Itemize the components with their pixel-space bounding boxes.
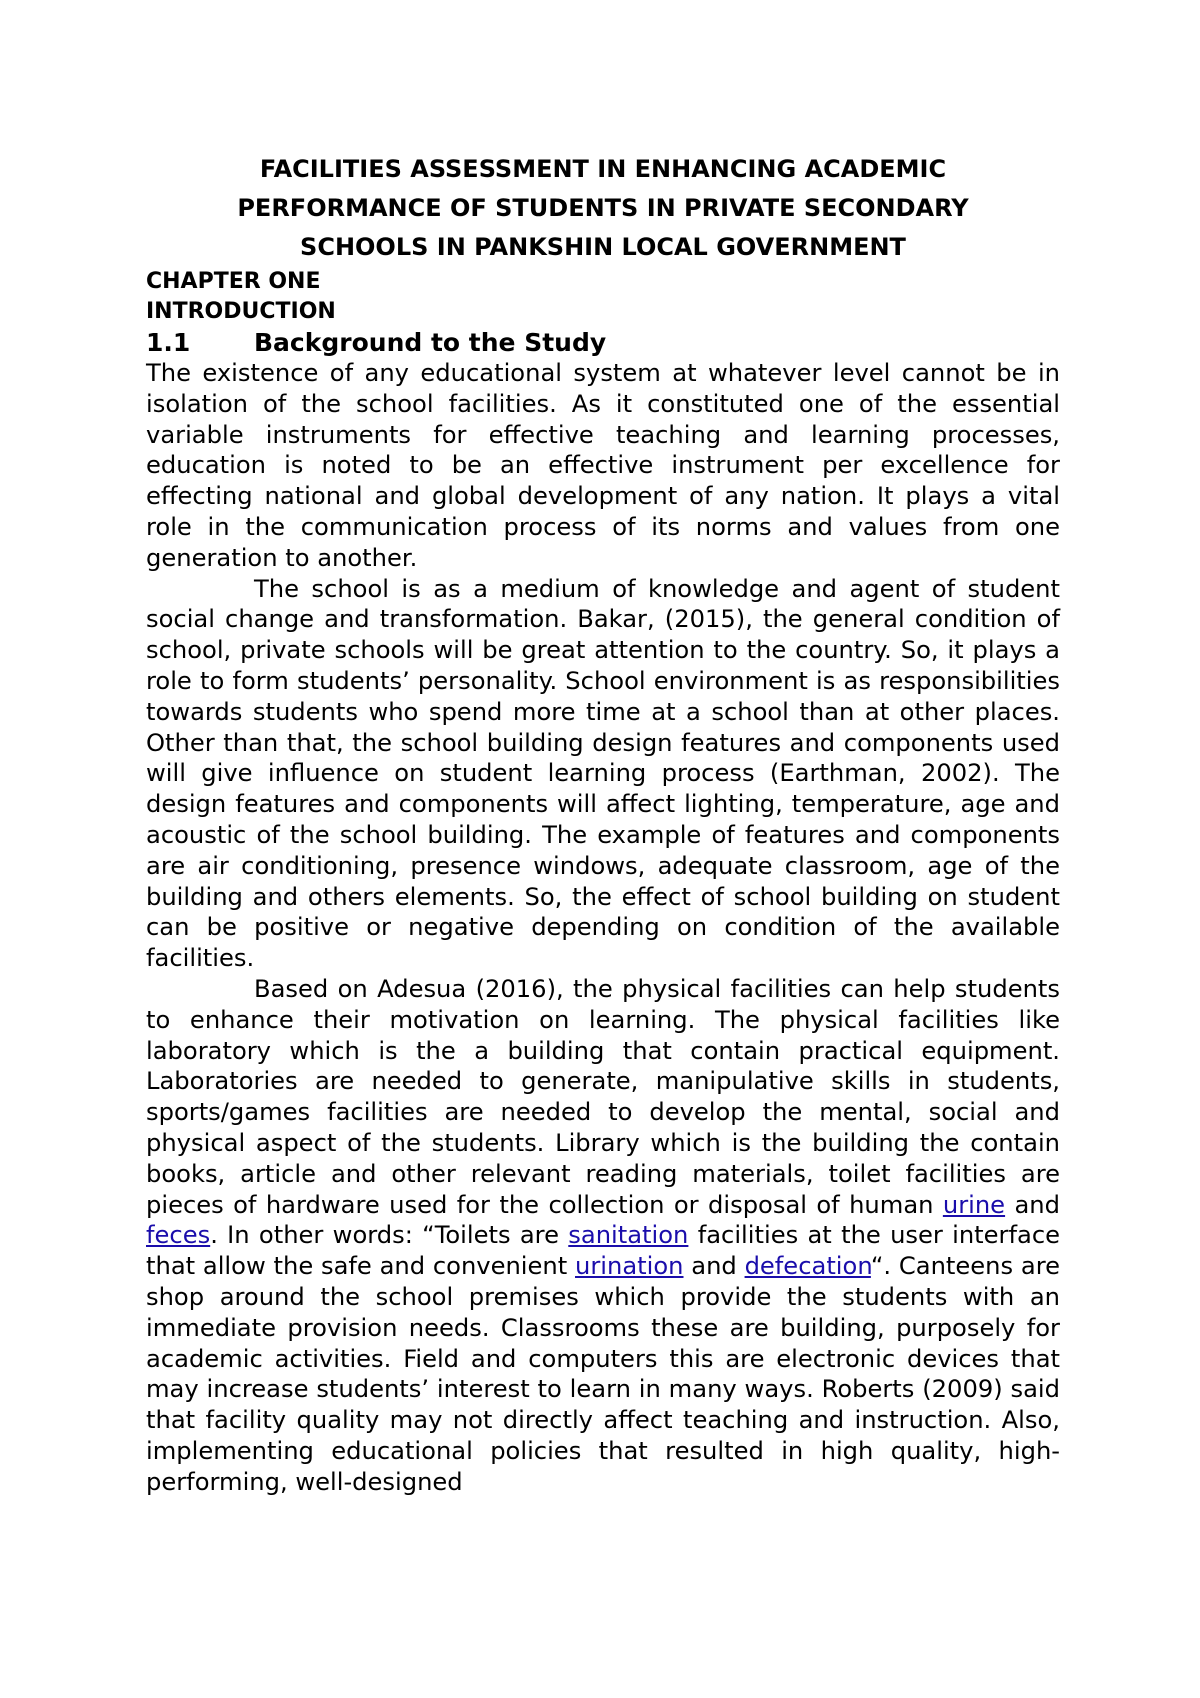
document-title (146, 150, 1060, 267)
paragraph-3-and-1: and (1005, 1190, 1060, 1219)
title-line-3: SCHOOLS IN PANKSHIN LOCAL GOVERNMENT (300, 233, 906, 261)
section-number: 1.1 (146, 328, 191, 357)
title-line-2: PERFORMANCE OF STUDENTS IN PRIVATE SECONDARY (237, 194, 969, 222)
document-page (146, 150, 1060, 1497)
title-line-1: FACILITIES ASSESSMENT IN ENHANCING ACADEMIC (259, 155, 947, 183)
paragraph-2: The school is as a medium of knowledge and agent of student social change and transformation. Bakar, (2015), the general condition of school, private schools will be great attention to the country. So, it plays a role to form students’ personality. School environment is as responsibilities towards students who spend more time at a school than at other places. Other than that, the school building design features and components used will give influence on student learning process (Earthman, 2002). The design features and components will affect lighting, temperature, age and acoustic of the school building. The example of features and components are air conditioning, presence windows, adequate classroom, age of the building and others elements. So, the effect of school building on student can be positive or negative depending on condition of the available facilities. (146, 574, 1060, 973)
paragraph-3-text-1: Based on Adesua (2016), the physical facilities can help students to enhance their motivation on learning. The physical facilities like laboratory which is the a building that contain practical equipment. Laboratories are needed to generate, manipulative skills in students, sports/games facilities are needed to develop the mental, social and physical aspect of the students. Library which is the building the contain books, article and other relevant reading materials, toilet facilities are pieces of hardware used for the collection or disposal of human (146, 974, 1060, 1219)
link-defecation[interactable]: defecation (744, 1252, 871, 1281)
chapter-title: INTRODUCTION (146, 299, 336, 324)
link-feces[interactable]: feces (146, 1221, 211, 1250)
chapter-label: CHAPTER ONE (146, 269, 321, 294)
link-sanitation[interactable]: sanitation (568, 1221, 689, 1250)
section-heading (146, 327, 1060, 358)
paragraph-3-text-3: facilities at the user interface that allow the safe and convenient (146, 1221, 1061, 1281)
section-title: Background to the Study (254, 328, 607, 357)
paragraph-3 (146, 974, 1060, 1498)
paragraph-3-and-2: and (683, 1252, 745, 1281)
paragraph-1: The existence of any educational system at whatever level cannot be in isolation of the school facilities. As it constituted one of the essential variable instruments for effective teaching and learning processes, education is noted to be an effective instrument per excellence for effecting national and global development of any nation. It plays a vital role in the communication process of its norms and values from one generation to another. (146, 359, 1060, 572)
paragraph-3-text-4: “. Canteens are shop around the school premises which provide the students with an immediate provision needs. Classrooms these are building, purposely for academic activities. Field and computers this are electronic devices that may increase students’ interest to learn in many ways. Roberts (2009) said that facility quality may not directly affect teaching and instruction. Also, implementing educational policies that resulted in high quality, high-performing, well-designed (146, 1252, 1060, 1496)
link-urination[interactable]: urination (575, 1252, 684, 1281)
link-urine[interactable]: urine (942, 1190, 1006, 1219)
paragraph-3-text-2: . In other words: “Toilets are (210, 1221, 569, 1250)
